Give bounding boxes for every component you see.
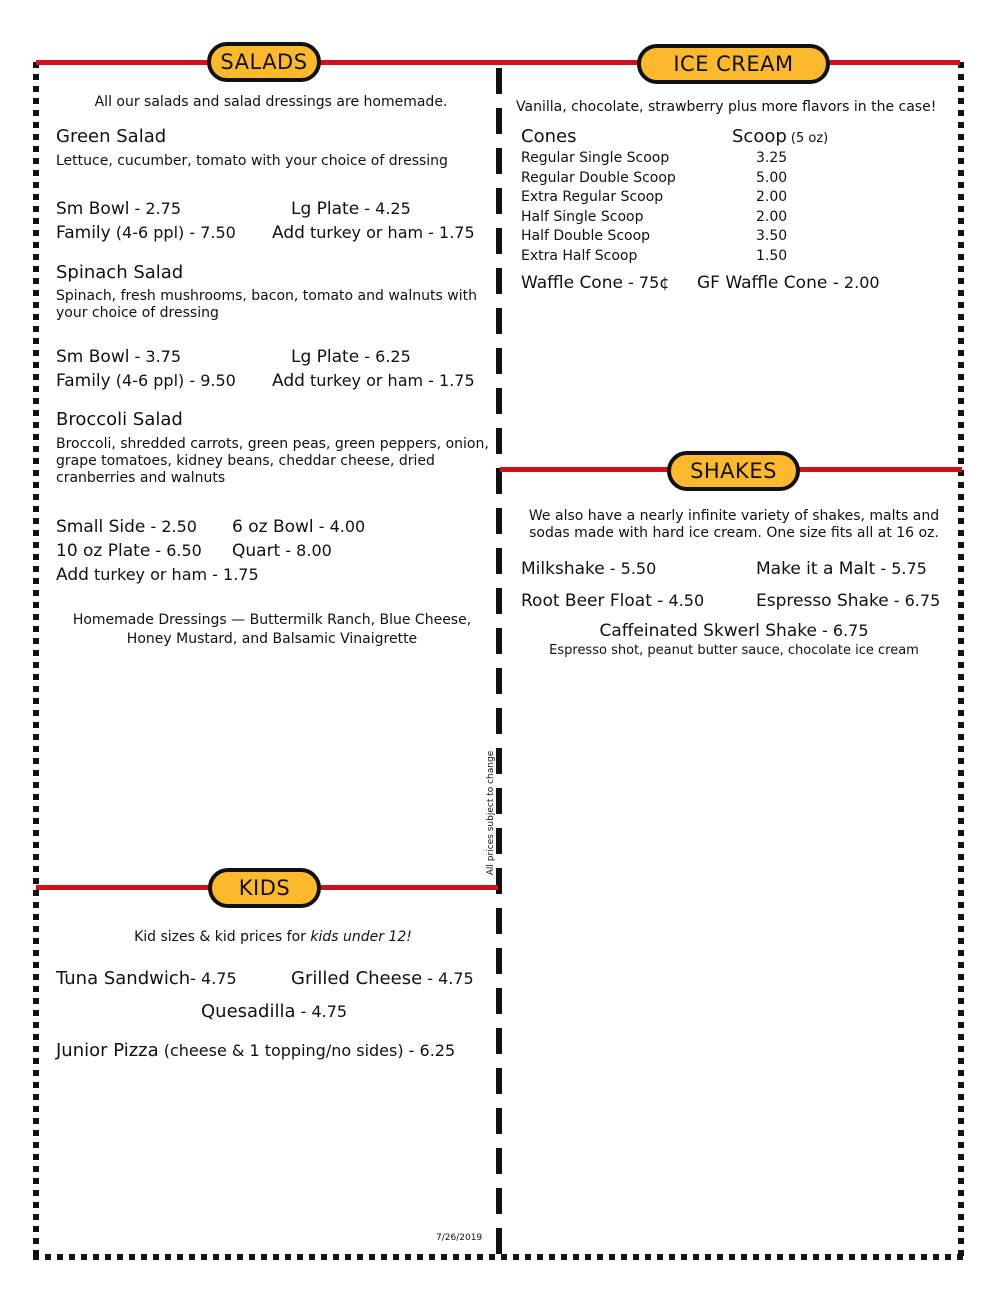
cone-item-price: 3.25 — [756, 150, 788, 166]
prices-subject-note: All prices subject to change — [486, 750, 496, 876]
broccoli-add: Add turkey or ham - 1.75 — [56, 565, 259, 585]
green-add: Add turkey or ham - 1.75 — [272, 223, 475, 243]
cone-item — [521, 227, 821, 247]
cones-header: Cones — [521, 126, 577, 147]
cone-list — [521, 149, 821, 266]
cone-item-name: Regular Double Scoop — [521, 169, 676, 186]
root-beer-float: Root Beer Float - 4.50 — [521, 591, 705, 611]
shakes-heading: SHAKES — [667, 451, 800, 491]
espresso-shake: Espresso Shake - 6.75 — [756, 591, 941, 611]
kids-heading: KIDS — [208, 868, 321, 908]
broccoli-small-side: Small Side - 2.50 — [56, 517, 197, 537]
broccoli-plate: 10 oz Plate - 6.50 — [56, 541, 202, 561]
skwerl-desc: Espresso shot, peanut butter sauce, chocolate ice cream — [549, 643, 919, 658]
cone-item-name: Half Double Scoop — [521, 228, 651, 244]
spinach-add: Add turkey or ham - 1.75 — [272, 371, 475, 391]
broccoli-salad-desc: Broccoli, shredded carrots, green peas, green peppers, onion, grape tomatoes, kidney beans, cheddar cheese, dried cranberries and walnuts — [56, 436, 489, 486]
cone-item-price: 2.00 — [756, 189, 788, 205]
skwerl-shake: Caffeinated Skwerl Shake - 6.75 — [599, 621, 869, 641]
salads-intro: All our salads and salad dressings are homemade. — [94, 94, 448, 110]
ice-cream-intro: Vanilla, chocolate, strawberry plus more flavors in the case! — [516, 99, 937, 115]
cone-item — [521, 188, 821, 208]
cone-item — [521, 247, 821, 267]
spinach-sm-bowl: Sm Bowl - 3.75 — [56, 347, 182, 367]
green-salad-title: Green Salad — [56, 126, 167, 147]
broccoli-quart: Quart - 8.00 — [232, 541, 332, 561]
green-lg-plate: Lg Plate - 4.25 — [291, 199, 411, 219]
ice-cream-heading: ICE CREAM — [637, 44, 830, 84]
salads-heading: SALADS — [207, 42, 321, 82]
spinach-salad-desc: Spinach, fresh mushrooms, bacon, tomato and walnuts with your choice of dressing — [56, 288, 477, 321]
spinach-salad-title: Spinach Salad — [56, 262, 184, 283]
waffle-cone: Waffle Cone - 75¢ — [521, 273, 670, 293]
junior-pizza: Junior Pizza (cheese & 1 topping/no sides) - 6.25 — [56, 1040, 456, 1061]
cone-item-price: 3.50 — [756, 228, 788, 244]
frame-right-border — [958, 62, 964, 1260]
malt: Make it a Malt - 5.75 — [756, 559, 927, 579]
cone-item-name: Half Single Scoop — [521, 208, 644, 225]
cone-item — [521, 208, 821, 228]
homemade-dressings: Homemade Dressings — Buttermilk Ranch, Blue Cheese, Honey Mustard, and Balsamic Vinaigrette — [72, 612, 472, 647]
scoop-header: Scoop (5 oz) — [732, 126, 829, 147]
gf-waffle-cone: GF Waffle Cone - 2.00 — [697, 273, 880, 293]
frame-left-border — [33, 62, 39, 1260]
date-stamp: 7/26/2019 — [436, 1233, 483, 1243]
cone-item-price: 5.00 — [756, 169, 788, 186]
shakes-intro: We also have a nearly infinite variety of shakes, malts and sodas made with hard ice cream. One size fits all at 16 oz. — [528, 508, 940, 541]
cone-item — [521, 149, 821, 169]
cone-item — [521, 169, 821, 189]
broccoli-salad-title: Broccoli Salad — [56, 409, 183, 430]
milkshake: Milkshake - 5.50 — [521, 559, 657, 579]
grilled-cheese: Grilled Cheese - 4.75 — [291, 968, 474, 989]
green-family: Family (4-6 ppl) - 7.50 — [56, 223, 236, 243]
cone-item-price: 2.00 — [756, 208, 788, 225]
green-salad-desc: Lettuce, cucumber, tomato with your choice of dressing — [56, 153, 448, 169]
kids-intro: Kid sizes & kid prices for kids under 12! — [134, 929, 412, 945]
green-sm-bowl: Sm Bowl - 2.75 — [56, 199, 182, 219]
spinach-family: Family (4-6 ppl) - 9.50 — [56, 371, 236, 391]
cone-item-name: Extra Half Scoop — [521, 247, 638, 264]
spinach-lg-plate: Lg Plate - 6.25 — [291, 347, 411, 367]
broccoli-bowl: 6 oz Bowl - 4.00 — [232, 517, 366, 537]
quesadilla: Quesadilla - 4.75 — [201, 1001, 348, 1022]
tuna-sandwich: Tuna Sandwich- 4.75 — [56, 968, 237, 989]
cone-item-name: Extra Regular Scoop — [521, 189, 664, 205]
cone-item-name: Regular Single Scoop — [521, 150, 670, 166]
center-divider — [496, 68, 502, 1260]
cone-item-price: 1.50 — [756, 247, 788, 264]
